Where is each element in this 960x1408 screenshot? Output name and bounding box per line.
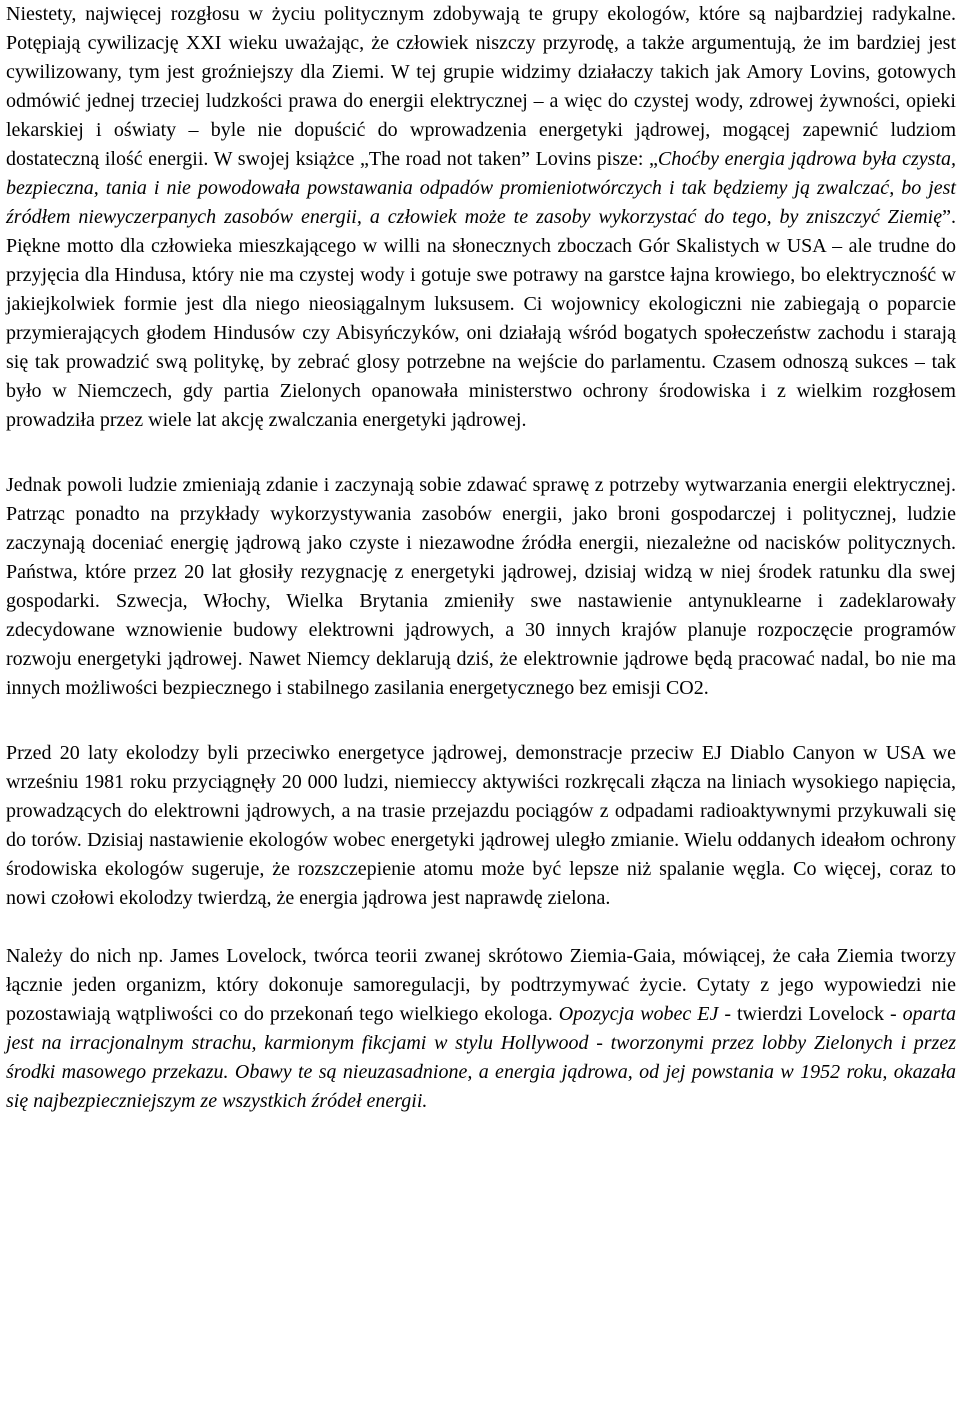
paragraph-4-italic-a: Opozycja wobec EJ	[558, 1003, 719, 1025]
paragraph-1-text-b: ”. Piękne motto dla człowieka mieszkającego w willi na słonecznych zboczach Gór Skalistych w USA – ale trudne do przyjęcia dla Hindusa, który nie ma czystej wody i gotuje swe potrawy na garstce łajna krowiego, bo elektryczność w jakiejkolwiek formie jest dla niego nieosiągalnym luksusem. Ci wojownicy ekologiczni nie zabiegają o poparcie przymierających głodem Hindusów czy Abisyńczyków, oni działają wśród bogatych społeczeństw zachodu i starają się tak prowadzić swą politykę, by zebrać glosy potrzebne na wejście do parlamentu. Czasem odnoszą sukces – tak było w Niemczech, gdy partia Zielonych opanowała ministerstwo ochrony środowiska i z wielkim rozgłosem prowadziła przez wiele lat akcję zwalczania energetyki jądrowej.	[6, 206, 956, 431]
paragraph-2	[6, 471, 956, 703]
paragraph-4-text-b: - twierdzi Lovelock -	[718, 1003, 903, 1025]
paragraph-1-quote-italic: Choćby energia jądrowa była czysta, bezpieczna, tania i nie powodowała powstawania odpadów promieniotwórczych i tak będziemy ją zwalczać, bo jest źródłem niewyczerpanych zasobów energii, a człowiek może te zasoby wykorzystać do tego, by zniszczyć Ziemię	[6, 148, 956, 228]
paragraph-2-text: Jednak powoli ludzie zmieniają zdanie i zaczynają sobie zdawać sprawę z potrzeby wytwarzania energii elektrycznej. Patrząc ponadto na przykłady wykorzystywania zasobów energii, jako broni gospodarczej i politycznej, ludzie zaczynają doceniać energię jądrową jako czyste i niezawodne źródła energii, niezależne od nacisków politycznych. Państwa, które przez 20 lat głosiły rezygnację z energetyki jądrowej, dzisiaj widzą w niej środek ratunku dla swej gospodarki. Szwecja, Włochy, Wielka Brytania zmieniły swe nastawienie antynuklearne i zadeklarowały zdecydowane wznowienie budowy elektrowni jądrowych, a 30 innych krajów planuje rozpoczęcie programów rozwoju energetyki jądrowej. Nawet Niemcy deklarują dziś, że elektrownie jądrowe będą pracować nadal, bo nie ma innych możliwości bezpiecznego i stabilnego zasilania energetycznego bez emisji CO2.	[6, 474, 956, 699]
paragraph-1	[6, 0, 956, 435]
paragraph-4	[6, 942, 956, 1116]
paragraph-3-text: Przed 20 laty ekolodzy byli przeciwko energetyce jądrowej, demonstracje przeciw EJ Diablo Canyon w USA we wrześniu 1981 roku przyciągnęły 20 000 ludzi, niemieccy aktywiści rozkręcali złącza na liniach wysokiego napięcia, prowadzących do elektrowni jądrowych, a na trasie przejazdu pociągów z odpadami radioaktywnymi przykuwali się do torów. Dzisiaj nastawienie ekologów wobec energetyki jądrowej uległo zmianie. Wielu oddanych ideałom ochrony środowiska ekologów sugeruje, że rozszczepienie atomu może być lepsze niż spalanie węgla. Co więcej, coraz to nowi czołowi ekolodzy twierdzą, że energia jądrowa jest naprawdę zielona.	[6, 742, 956, 909]
paragraph-4-italic-b: oparta jest na irracjonalnym strachu, karmionym fikcjami w stylu Hollywood - tworzonymi przez lobby Zielonych i przez środki masowego przekazu. Obawy te są nieuzasadnione, a energia jądrowa, od jej powstania w 1952 roku, okazała się najbezpieczniejszym ze wszystkich źródeł energii.	[6, 1003, 956, 1112]
paragraph-3	[6, 739, 956, 913]
paragraph-1-text-a: Niestety, najwięcej rozgłosu w życiu politycznym zdobywają te grupy ekologów, które są najbardziej radykalne. Potępiają cywilizację XXI wieku uważając, że człowiek niszczy przyrodę, a także argumentują, że im bardziej jest cywilizowany, tym jest groźniejszy dla Ziemi. W tej grupie widzimy działaczy takich jak Amory Lovins, gotowych odmówić jednej trzeciej ludzkości prawa do energii elektrycznej – a więc do czystej wody, zdrowej żywności, opieki lekarskiej i oświaty – byle nie dopuścić do wprowadzenia energetyki jądrowej, mogącej zapewnić ludziom dostateczną ilość energii. W swojej książce „The road not taken” Lovins pisze: „	[6, 3, 956, 170]
paragraph-4-text-a: Należy do nich np. James Lovelock, twórca teorii zwanej skrótowo Ziemia-Gaia, mówiącej, że cała Ziemia tworzy łącznie jeden organizm, który dokonuje samoregulacji, by podtrzymywać życie. Cytaty z jego wypowiedzi nie pozostawiają wątpliwości co do przekonań tego wielkiego ekologa.	[6, 945, 956, 1025]
document-page	[6, 0, 956, 1116]
